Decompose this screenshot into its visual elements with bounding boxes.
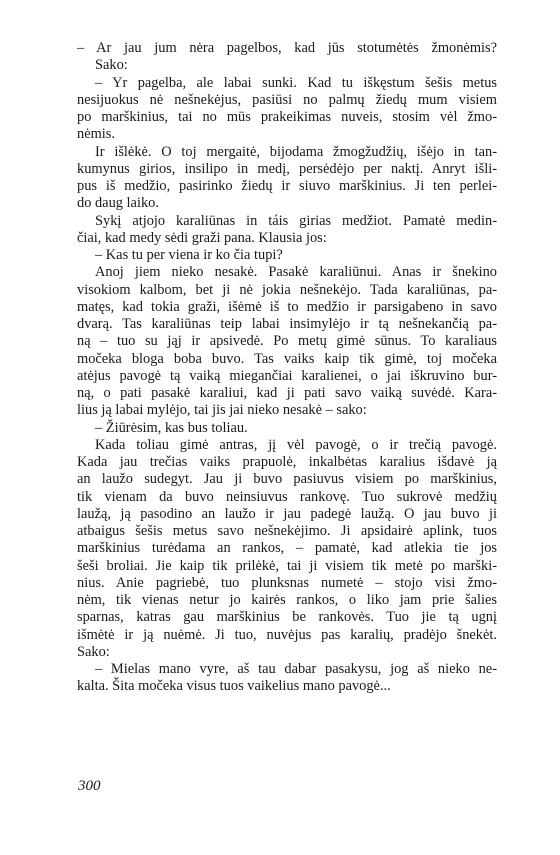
text-line: dvarą. Tas karaliūnas teip labai insimylėjo ir tą nešnekančią pa- (77, 316, 497, 332)
text-line: atėjus pavogė tą vaiką miegančiai karalienei, o jai iškruvino bur- (77, 367, 497, 384)
text-line: kalta. Šita močeka visus tuos vaikelius mano pavogė... (77, 678, 391, 695)
text-line: matęs, kad tokia graži, išėmė iš to medžio ir parsigabeno in savo (77, 298, 497, 315)
text-line: čiai, kad medy sėdi graži pana. Klausia jos: (77, 229, 327, 246)
text-line: atbaigus šešis metus savo nešnekėjimo. Ji apsidairė aplink, tuos (77, 523, 497, 539)
text-line: an laužo sudegyt. Jau ji buvo pasiuvus visiem po marškinius, (77, 471, 497, 488)
text-line: nėm, tik vienas netur jo kairės rankos, o liko jam prie šalies (77, 592, 497, 608)
text-line: nėmis. (77, 126, 115, 143)
text-line: kumynus girios, insilipo in medį, persėdėjo per naktį. Anryt išli- (77, 160, 497, 177)
text-line: Kada toliau gimė antras, jį vėl pavogė, o ir trečią pavogė. (95, 436, 497, 453)
text-line: Sako: (95, 57, 128, 74)
text-line: do daug laiko. (77, 195, 159, 212)
text-line: – Yr pagelba, ale labai sunki. Kad tu iškęstum šešis metus (95, 74, 497, 91)
text-line: išmėtė ir ją nuėmė. Ji tuo, nuvėjus pas karalių, pradėjo šnekėt. (77, 626, 497, 643)
text-line: šeši broliai. Jie kaip tik prilėkė, tai ji visiem tik metė po marški- (77, 557, 497, 574)
text-line: močeka bloga boba buvo. Tas vaiks kaip tik gimė, toj močeka (77, 350, 497, 367)
text-line: nius. Anie pagriebė, tuo plunksnas numetė – stojo visi žmo- (77, 574, 497, 591)
page-number: 300 (78, 778, 101, 794)
text-line: – Kas tu per viena ir ko čia tupi? (95, 247, 283, 263)
story-text (77, 40, 497, 696)
text-line: nesijuokus nė nešnekėjus, pasiūsi no palmų žiedų mum visiem (77, 91, 497, 108)
text-line: tik vienam da buvo neinsiuvus rankovę. Tuo sukrovė medžių (77, 488, 497, 505)
text-line: ną, o pati pasakė karaliui, kad ji pati savo vaiką suvėdė. Kara- (77, 385, 497, 401)
text-line: sparnas, katras gau marškinius be rankovės. Tuo jie tą ugnį (77, 609, 497, 626)
text-line: – Mielas mano vyre, aš tau dabar pasakysu, jog aš nieko ne- (95, 661, 497, 677)
text-line: laužą, ją pasodino an laužo ir jau padegė laužą. O jau buvo ji (77, 505, 497, 522)
text-line: Sykį atjojo karaliūnas in táis girias medžiot. Pamatė medin- (95, 212, 497, 229)
text-line: pus iš medžio, pasirinko žiedų ir siuvo marškinius. Ji ten perlei- (77, 178, 497, 194)
text-line: marškinius turėdama an rankos, – pamatė, kad atlekia tie jos (77, 540, 497, 557)
text-line: Sako: (77, 643, 110, 660)
text-line: po marškinius, tai no mūs prakeikimas nuveis, stosim vėl žmo- (77, 109, 497, 125)
text-line: Anoj jiem nieko nesakė. Pasakė karaliūnui. Anas ir šnekino (95, 264, 497, 281)
text-line: – Ar jau jum nėra pagelbos, kad jūs stotumėtės žmonėmis? (77, 40, 497, 56)
text-line: – Žiūrėsim, kas bus toliau. (95, 419, 248, 436)
text-line: Ir išlėkė. O toj mergaitė, bijodama žmogžudžių, išėjo in tan- (95, 143, 497, 160)
text-line: ną – tuo su jąj ir apsivedė. Po metų gimė sūnus. To karaliaus (77, 333, 497, 350)
text-line: Kada jau trečias vaiks prapuolė, inkalbėtas karalius išdavė ją (77, 454, 497, 470)
text-line: visokiom kalbom, bet ji nė jokia nešnekėjo. Tada karaliūnas, pa- (77, 281, 497, 298)
text-line: lius ją labai mylėjo, tai jis jai nieko nesakė – sako: (77, 402, 367, 419)
